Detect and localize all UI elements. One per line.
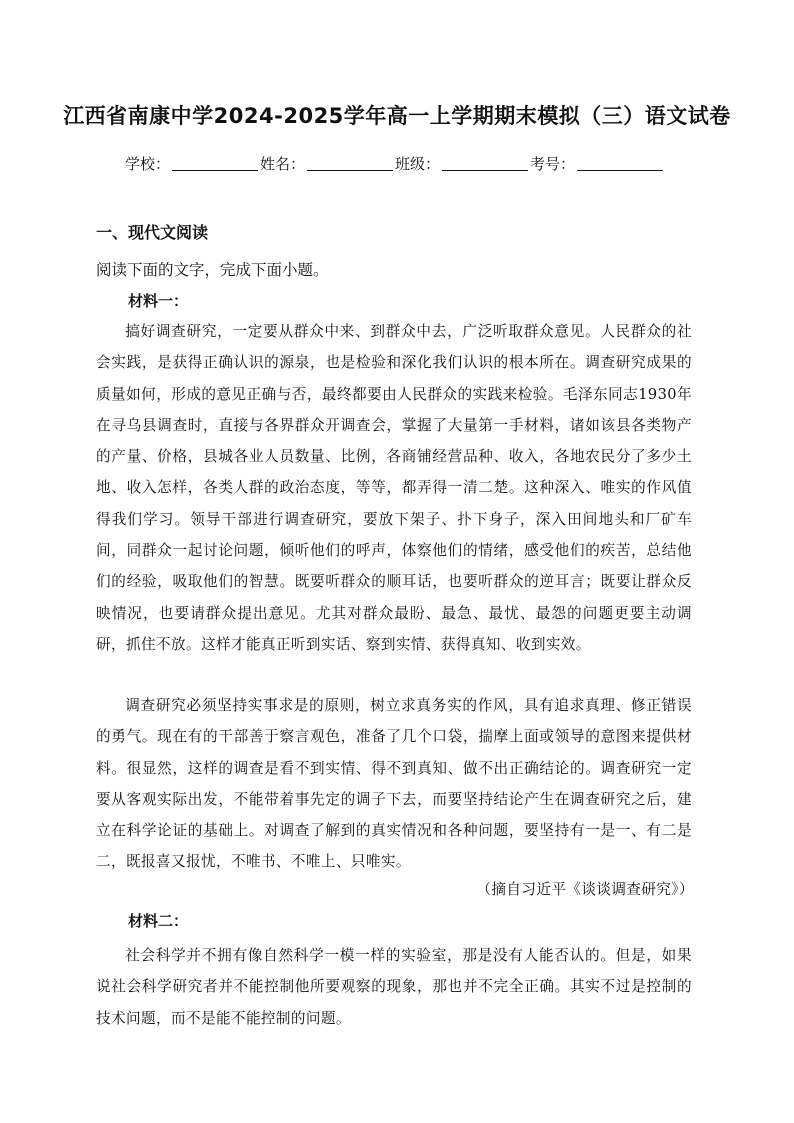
name-label: 姓名： bbox=[260, 155, 306, 173]
school-label: 学校： bbox=[125, 155, 171, 173]
name-blank bbox=[307, 156, 393, 171]
material1-paragraph2: 调查研究必须坚持实事求是的原则，树立求真务实的作风，具有追求真理、修正错误的勇气。现在有的干部善于察言观色，准备了几个口袋，揣摩上面或领导的意图来提供材料。很显然，这样的调查是看不到实情、得不到真知、做不出正确结论的。调查研究一定要从客观实际出发，不能带着事先定的调子下去，而要坚持结论产生在调查研究之后，建立在科学论证的基础上。对调查了解到的真实情况和各种问题，要坚持有一是一、有二是二，既报喜又报忧，不唯书、不唯上、只唯实。 bbox=[96, 697, 692, 871]
material2-label: 材料二： bbox=[128, 912, 189, 930]
material1-label: 材料一： bbox=[128, 292, 189, 310]
material1-paragraph1: 搞好调查研究，一定要从群众中来、到群众中去，广泛听取群众意见。人民群众的社会实践，是获得正确认识的源泉，也是检验和深化我们认识的根本所在。调查研究成果的质量如何，形成的意见正确与否，最终都要由人民群众的实践来检验。毛泽东同志1930年在寻乌县调查时，直接与各界群众开调查会，掌握了大量第一手材料，诸如该县各类物产的产量、价格，县城各业人员数量、比例，各商铺经营品种、收入，各地农民分了多少土地、收入怎样，各类人群的政治态度，等等，都弄得一清二楚。这种深入、唯实的作风值得我们学习。领导干部进行调查研究，要放下架子、扑下身子，深入田间地头和厂矿车间，同群众一起讨论问题，倾听他们的呼声，体察他们的情绪，感受他们的疾苦，总结他们的经验，吸取他们的智慧。既要听群众的顺耳话，也要听群众的逆耳言；既要让群众反映情况，也要请群众提出意见。尤其对群众最盼、最急、最忧、最怨的问题更要主动调研，抓住不放。这样才能真正听到实话、察到实情、获得真知、收到实效。 bbox=[96, 323, 692, 653]
material2-paragraph1: 社会科学并不拥有像自然科学一模一样的实验室，那是没有人能否认的。但是，如果说社会科学研究者并不能控制他所要观察的现象，那也并不完全正确。其实不过是控制的技术问题，而不是能不能控制的问题。 bbox=[96, 947, 692, 1027]
school-blank bbox=[172, 156, 258, 171]
section-heading: 一、现代文阅读 bbox=[96, 223, 209, 242]
exam-title: 江西省南康中学2024-2025学年高一上学期期末模拟（三）语文试卷 bbox=[63, 104, 731, 128]
number-blank bbox=[577, 156, 663, 171]
student-info-row bbox=[125, 153, 665, 174]
class-label: 班级： bbox=[395, 155, 441, 173]
material1-source: （摘自习近平《谈谈调查研究》） bbox=[476, 881, 694, 898]
reading-instruction: 阅读下面的文字，完成下面小题。 bbox=[96, 261, 329, 279]
number-label: 考号： bbox=[530, 155, 576, 173]
class-blank bbox=[442, 156, 528, 171]
